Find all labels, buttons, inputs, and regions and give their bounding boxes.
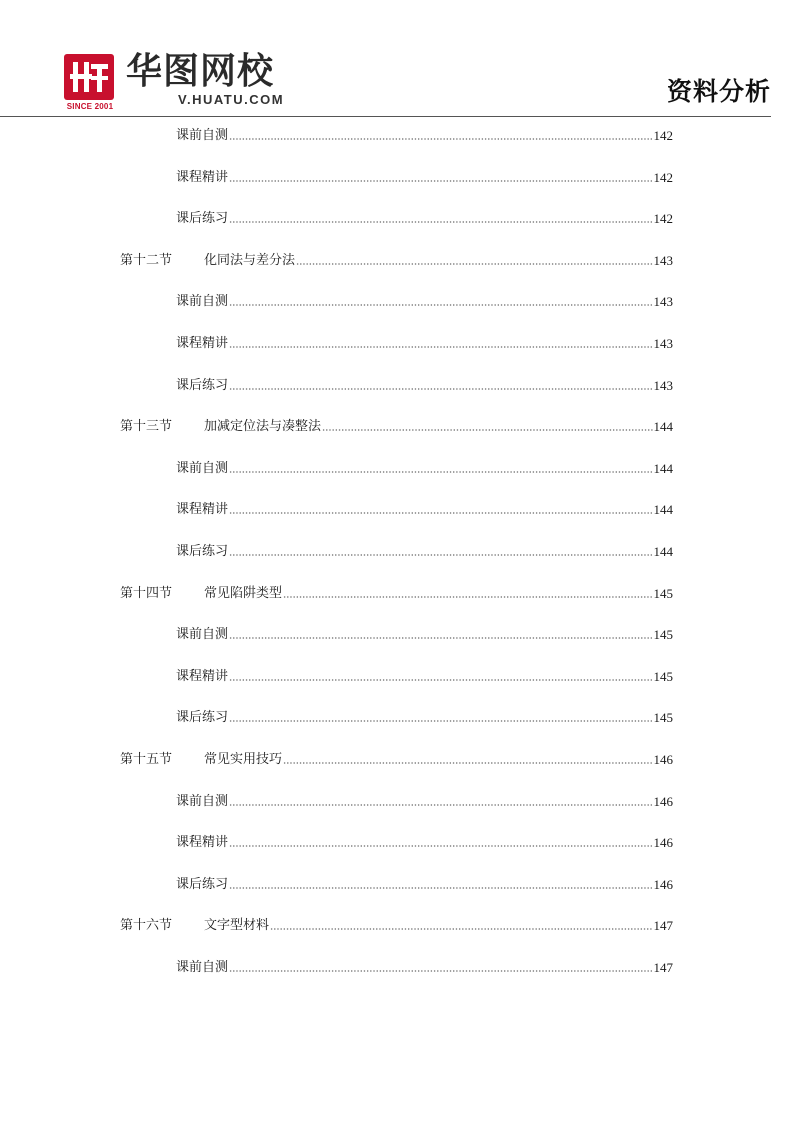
toc-dot-leader [283,595,652,599]
toc-dot-leader [229,678,652,682]
toc-page-number: 147 [653,960,673,975]
toc-subentry[interactable] [176,708,673,728]
toc-section-number: 第十二节 [120,252,173,268]
toc-subentry[interactable] [176,958,673,978]
page-header [0,0,793,118]
toc-subentry[interactable] [176,209,673,229]
toc-page-number: 142 [653,169,673,185]
toc-page-number: 145 [653,710,673,726]
toc-entry-title: 课程精讲 [176,336,229,351]
toc-entry-title: 课后练习 [176,710,229,726]
toc-entry-title: 课程精讲 [176,835,229,851]
huatu-logo-icon [64,54,114,100]
toc-dot-leader [229,303,652,307]
toc-page-number: 142 [653,211,673,227]
toc-page-number: 144 [653,419,673,435]
toc-dot-leader [229,636,652,640]
toc-entry-title: 课后练习 [176,377,229,393]
toc-entry-title: 课前自测 [176,627,229,643]
toc-entry-title: 课前自测 [176,793,229,809]
toc-entry-title: 常见实用技巧 [204,752,283,767]
toc-dot-leader [229,345,652,349]
toc-entry-title: 课前自测 [176,128,229,143]
toc-subentry[interactable] [176,500,673,520]
toc-dot-leader [283,761,652,765]
toc-subentry[interactable] [176,542,673,562]
toc-section-entry[interactable] [120,584,673,604]
toc-dot-leader [270,927,652,931]
toc-entry-title: 课前自测 [176,960,229,975]
toc-entry-title: 文字型材料 [204,918,270,934]
toc-section-number: 第十五节 [120,752,173,767]
toc-page-number: 143 [653,336,673,351]
toc-page-number: 144 [653,502,673,518]
toc-page-number: 146 [653,752,673,767]
toc-subentry[interactable] [176,459,673,479]
toc-entry-title: 课程精讲 [176,668,229,684]
toc-entry-title: 化同法与差分法 [204,252,296,268]
toc-subentry[interactable] [176,792,673,812]
toc-dot-leader [229,387,652,391]
toc-dot-leader [322,428,652,432]
toc-page-number: 144 [653,460,673,476]
toc-dot-leader [229,969,652,973]
toc-section-number: 第十六节 [120,918,173,934]
toc-entry-title: 课后练习 [176,876,229,892]
toc-dot-leader [229,886,652,890]
toc-page-number: 143 [653,252,673,268]
toc-subentry[interactable] [176,334,673,354]
toc-subentry[interactable] [176,625,673,645]
toc-page-number: 146 [653,793,673,809]
toc-page-number: 142 [653,128,673,143]
toc-dot-leader [229,137,652,141]
toc-entry-title: 加减定位法与凑整法 [204,419,322,435]
toc-dot-leader [229,511,652,515]
toc-page-number: 147 [653,918,673,934]
toc-dot-leader [229,470,652,474]
header-divider [0,116,771,117]
toc-dot-leader [229,844,652,848]
logo-since-text: SINCE 2001 [66,102,114,111]
logo-brand-name: 华图网校 [126,51,275,92]
toc-page-number: 146 [653,835,673,851]
toc-page-number: 146 [653,876,673,892]
toc-section-entry[interactable] [120,916,673,936]
toc-entry-title: 课后练习 [176,211,229,227]
logo-url-text: V.HUATU.COM [178,92,285,107]
toc-section-entry[interactable] [120,417,673,437]
toc-entry-title: 课前自测 [176,460,229,476]
toc-subentry[interactable] [176,833,673,853]
toc-subentry[interactable] [176,376,673,396]
toc-section-entry[interactable] [120,251,673,271]
toc-page-number: 143 [653,294,673,310]
toc-subentry[interactable] [176,667,673,687]
toc-section-number: 第十四节 [120,585,173,601]
toc-subentry[interactable] [176,875,673,895]
toc-section-entry[interactable] [120,750,673,770]
toc-page-number: 145 [653,668,673,684]
toc-dot-leader [229,220,652,224]
page-title: 资料分析 [666,77,771,106]
toc-page-number: 145 [653,627,673,643]
toc-entry-title: 常见陷阱类型 [204,585,283,601]
toc-section-number: 第十三节 [120,419,173,435]
toc-dot-leader [229,719,652,723]
toc-dot-leader [296,262,652,266]
toc-page-number: 144 [653,544,673,559]
toc-entry-title: 课程精讲 [176,502,229,518]
toc-entry-title: 课前自测 [176,294,229,310]
toc-dot-leader [229,803,652,807]
toc-entry-title: 课程精讲 [176,169,229,185]
toc-page-number: 143 [653,377,673,393]
toc-subentry[interactable] [176,292,673,312]
toc-subentry[interactable] [176,126,673,146]
toc-dot-leader [229,553,652,557]
toc-page-number: 145 [653,585,673,601]
toc-dot-leader [229,179,652,183]
toc-subentry[interactable] [176,168,673,188]
toc-entry-title: 课后练习 [176,544,229,559]
